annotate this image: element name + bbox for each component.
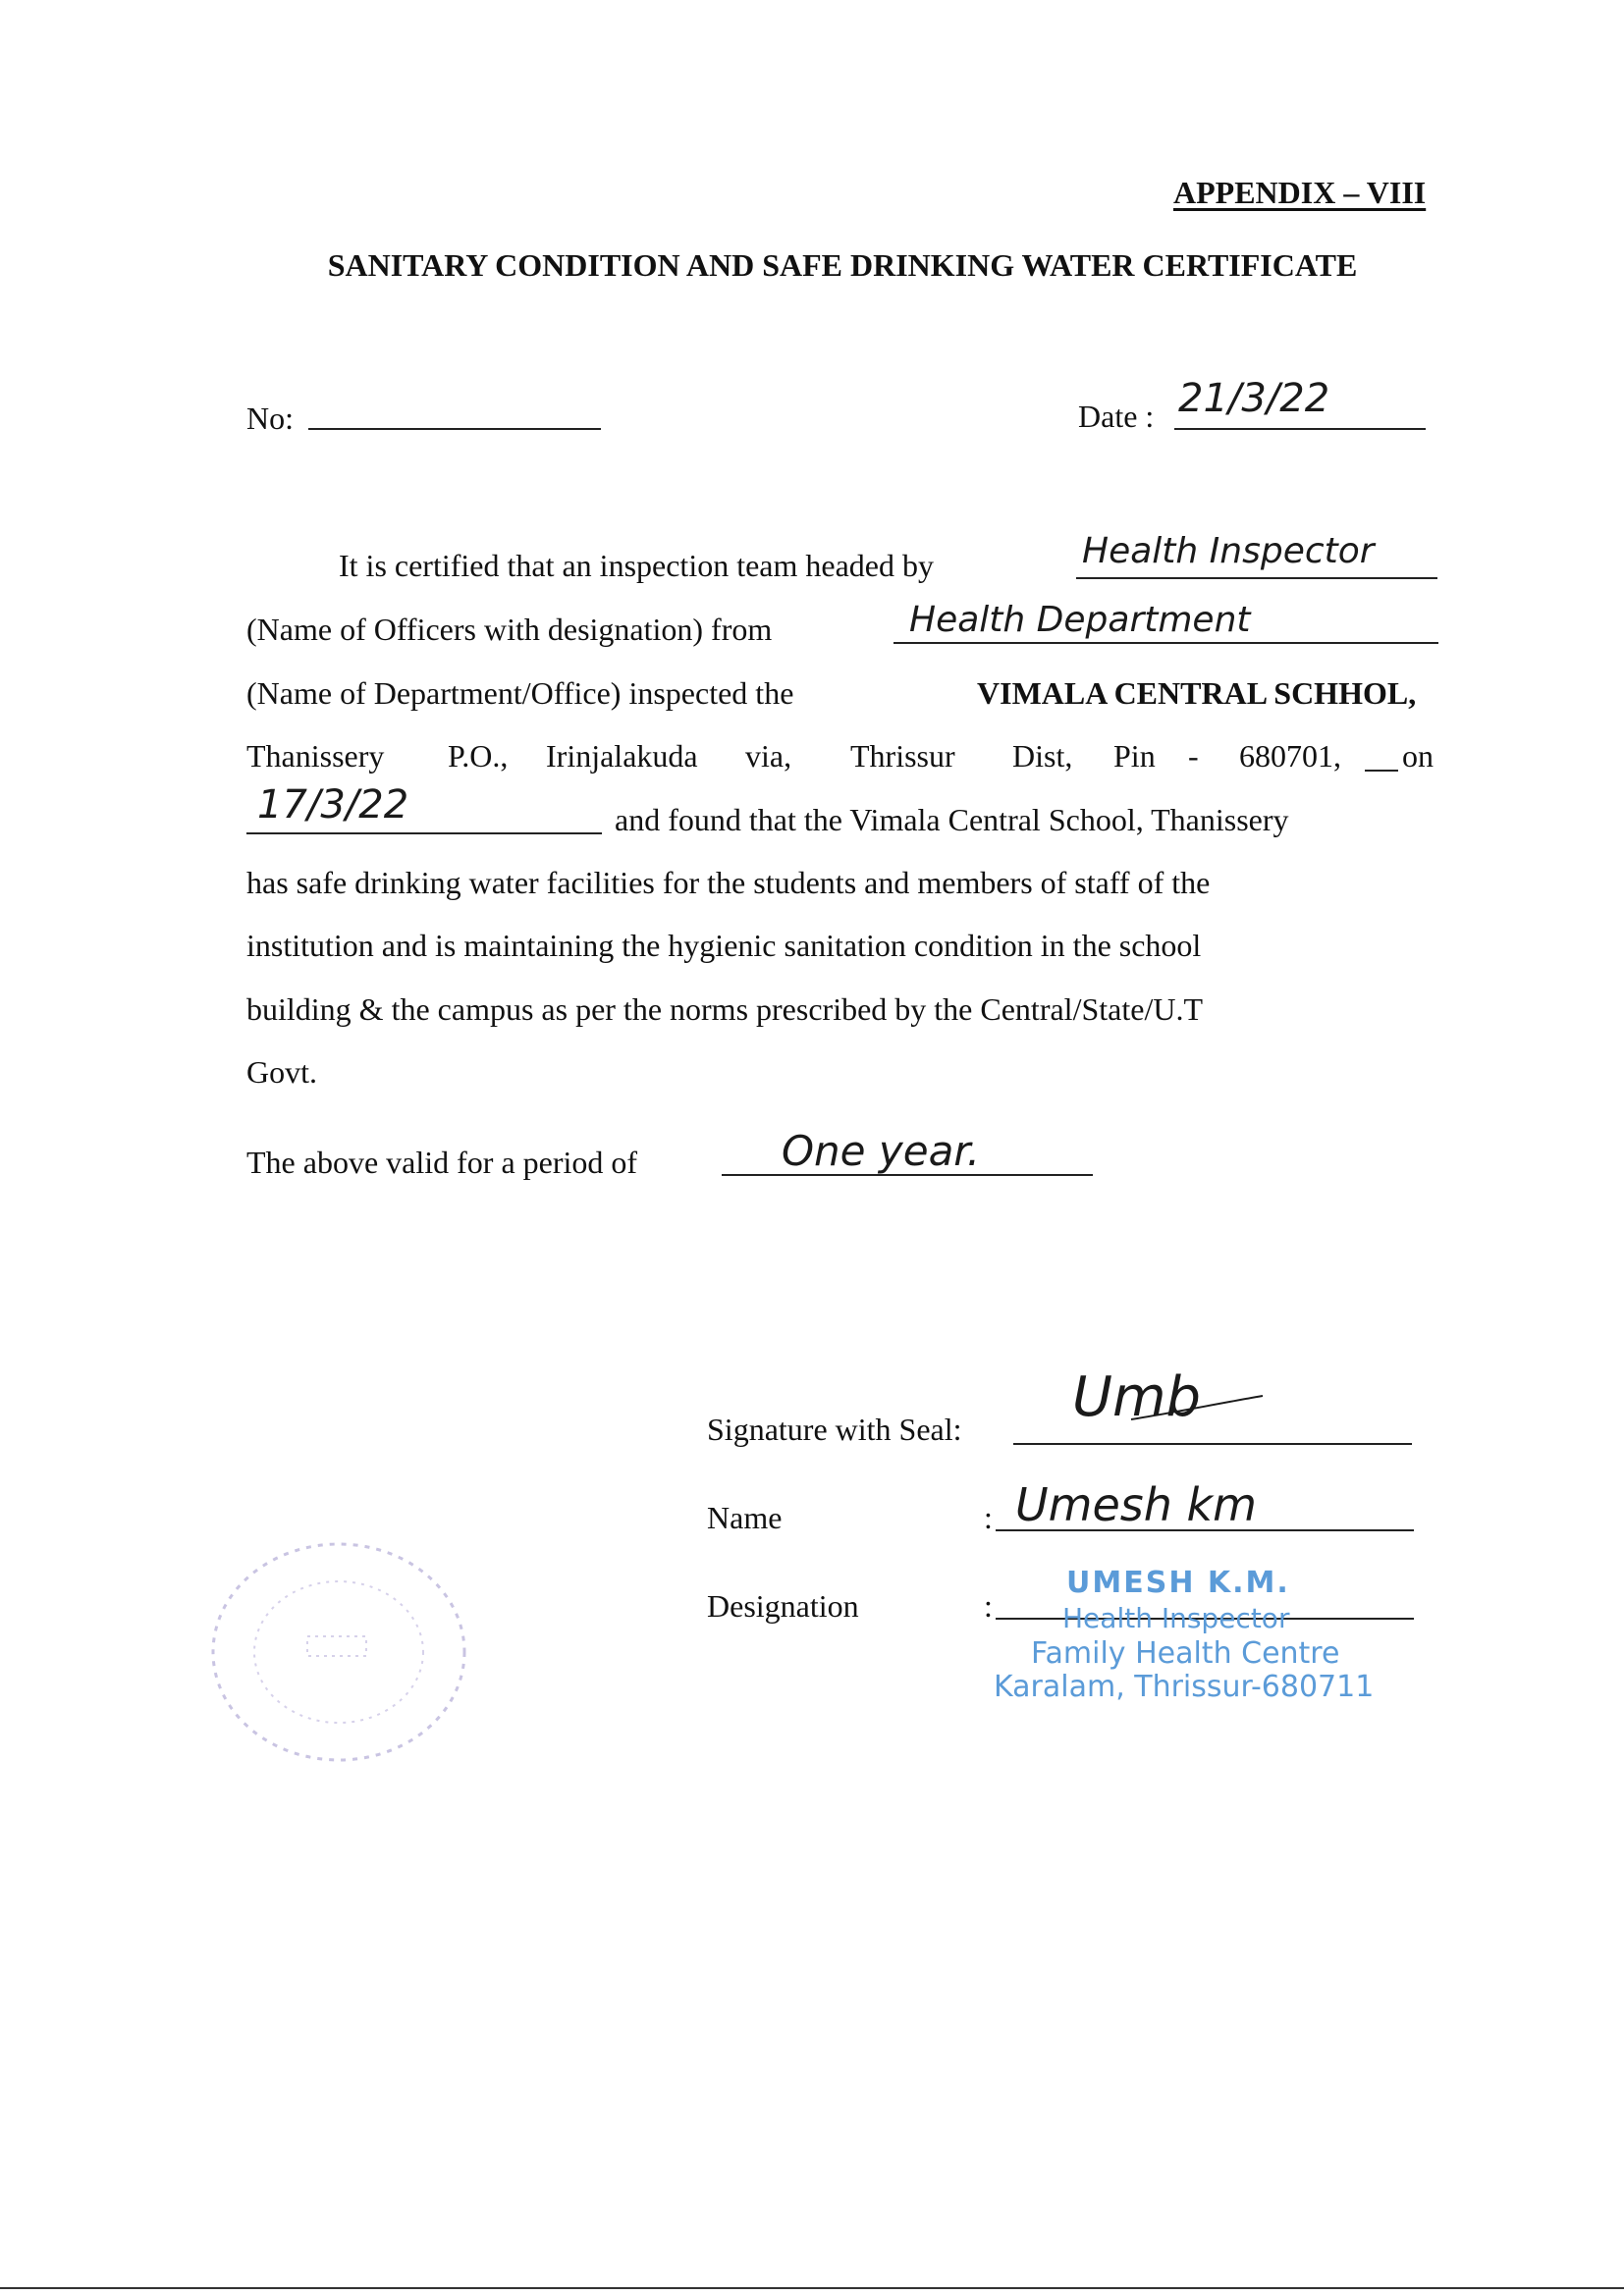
- stamp-name: UMESH K.M.: [1066, 1566, 1290, 1600]
- inspection-date-handwritten: 17/3/22: [257, 782, 409, 828]
- signature-label: Signature with Seal:: [707, 1412, 962, 1447]
- date-field-line: [1174, 428, 1426, 430]
- address-word-5: Thrissur: [850, 738, 955, 774]
- para-line-5-text: and found that the Vimala Central School, Thanissery: [615, 802, 1289, 837]
- name-label: Name: [707, 1500, 783, 1535]
- para-line-8: building & the campus as per the norms prescribed by the Central/State/U.T: [246, 991, 1203, 1027]
- address-word-7: Pin: [1113, 738, 1156, 774]
- department-handwritten: Health Department: [909, 600, 1251, 640]
- inspection-date-line: [246, 832, 602, 834]
- school-name: VIMALA CENTRAL SCHHOL,: [977, 675, 1417, 711]
- para-line-7: institution and is maintaining the hygienic sanitation condition in the school: [246, 928, 1202, 963]
- para-line-3-text: (Name of Department/Office) inspected the: [246, 675, 794, 711]
- address-word-1: Thanissery: [246, 738, 385, 774]
- designation-colon: :: [984, 1588, 993, 1624]
- signature-flourish: [1129, 1394, 1267, 1423]
- stamp-office: Family Health Centre: [1031, 1636, 1340, 1671]
- para-line-9: Govt.: [246, 1054, 317, 1090]
- address-pin: 680701,: [1239, 738, 1341, 774]
- para-line-6: has safe drinking water facilities for the students and members of staff of the: [246, 865, 1211, 900]
- appendix-heading: APPENDIX – VIII: [1173, 175, 1427, 210]
- date-label: Date :: [1078, 399, 1155, 434]
- certificate-title: SANITARY CONDITION AND SAFE DRINKING WATER CERTIFICATE: [327, 247, 1358, 283]
- validity-text: The above valid for a period of: [246, 1145, 638, 1180]
- address-word-4: via,: [745, 738, 792, 774]
- address-word-3: Irinjalakuda: [546, 738, 698, 774]
- validity-field-line: [722, 1174, 1093, 1176]
- stamp-address: Karalam, Thrissur-680711: [994, 1670, 1375, 1704]
- officer-handwritten: Health Inspector: [1082, 531, 1375, 571]
- address-word-6: Dist,: [1012, 738, 1073, 774]
- date-handwritten: 21/3/22: [1178, 376, 1330, 421]
- no-field-line: [308, 428, 601, 430]
- department-field-line: [893, 642, 1438, 644]
- stamp-designation: Health Inspector: [1062, 1602, 1290, 1634]
- designation-label: Designation: [707, 1588, 859, 1624]
- signature-field-line: [1013, 1443, 1412, 1445]
- address-word-on: on: [1402, 738, 1434, 774]
- page-bottom-edge: [0, 2287, 1624, 2289]
- name-colon: :: [984, 1500, 993, 1535]
- on-gap-line: [1365, 770, 1398, 772]
- para-line-1-text: It is certified that an inspection team headed by: [339, 548, 934, 583]
- name-field-line: [996, 1529, 1414, 1531]
- para-line-2-text: (Name of Officers with designation) from: [246, 612, 773, 647]
- no-label: No:: [246, 400, 294, 436]
- address-word-2: P.O.,: [448, 738, 509, 774]
- address-word-8: -: [1188, 738, 1199, 774]
- validity-handwritten: One year.: [782, 1127, 981, 1175]
- signature-handwritten: Umb: [1072, 1365, 1202, 1429]
- officer-field-line: [1076, 577, 1437, 579]
- faint-round-seal: [201, 1526, 486, 1782]
- name-handwritten: Umesh km: [1015, 1478, 1257, 1531]
